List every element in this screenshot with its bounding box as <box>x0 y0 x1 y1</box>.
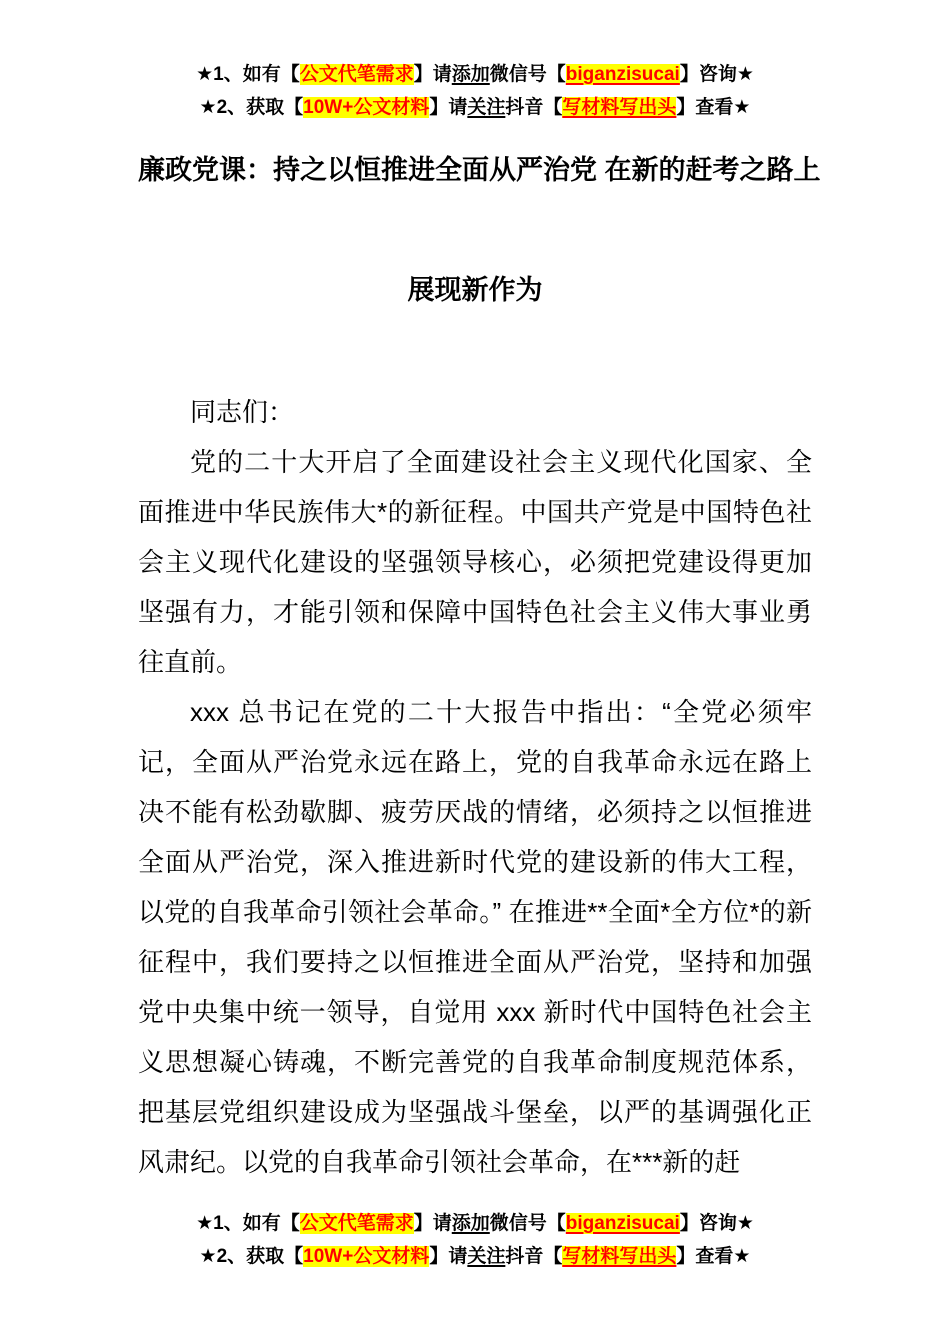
promo-run-plain: 】请 <box>413 1213 452 1234</box>
promo-run-plain: ★1、如有【 <box>196 1213 300 1234</box>
promo-run-plain: 】请 <box>413 64 452 85</box>
promo-run-plain: 】咨询★ <box>679 64 754 85</box>
footer-promo-line-1 <box>138 1207 812 1240</box>
title-line-1: 廉政党课：持之以恒推进全面从严治党 在新的赶考之路上 <box>138 155 821 185</box>
document-title <box>138 110 821 350</box>
promo-run-highlight-red: 公文代笔需求 <box>299 64 414 85</box>
promo-run-plain: 】查看★ <box>676 1246 751 1267</box>
promo-run-underline: 关注 <box>467 1246 506 1267</box>
promo-run-highlight-red-underline: biganzisucai <box>565 1213 680 1234</box>
page-content <box>138 58 821 1273</box>
promo-run-plain: 微信号【 <box>489 64 566 85</box>
promo-run-plain: ★2、获取【 <box>199 97 304 118</box>
promo-run-highlight-red-underline: 写材料写出头 <box>562 1246 677 1267</box>
promo-run-plain: 】请 <box>429 97 468 118</box>
promo-run-plain: 】请 <box>429 1246 468 1267</box>
promo-run-highlight-red-underline: 写材料写出头 <box>562 97 677 118</box>
paragraph-intro: 党的二十大开启了全面建设社会主义现代化国家、全面推进中华民族伟大*的新征程。中国共产党是中国特色社会主义现代化建设的坚强领导核心，必须把党建设得更加坚强有力，才能引领和保障中国特色社会主义伟大事业勇往直前。 <box>138 447 812 677</box>
promo-run-plain: ★1、如有【 <box>196 64 300 85</box>
promo-run-highlight-red: 10W+公文材料 <box>303 97 430 118</box>
footer-promo-line-2 <box>138 1240 812 1273</box>
promo-run-plain: 抖音【 <box>505 1246 563 1267</box>
promo-run-plain: ★2、获取【 <box>199 1246 304 1267</box>
promo-run-plain: 微信号【 <box>489 1213 566 1234</box>
promo-run-underline: 添加 <box>451 64 490 85</box>
footer-promo <box>138 1207 812 1273</box>
promo-run-underline: 关注 <box>467 97 506 118</box>
promo-run-highlight-red: 10W+公文材料 <box>303 1246 430 1267</box>
header-promo-line-1 <box>138 58 812 91</box>
title-line-2: 展现新作为 <box>407 275 543 305</box>
document-body <box>138 387 812 1187</box>
promo-run-plain: 抖音【 <box>505 97 563 118</box>
promo-run-underline: 添加 <box>451 1213 490 1234</box>
promo-run-highlight-red-underline: biganzisucai <box>565 64 680 85</box>
paragraph-salutation: 同志们： <box>190 397 295 427</box>
paragraph-main: xxx 总书记在党的二十大报告中指出：“全党必须牢记，全面从严治党永远在路上，党的自我革命永远在路上决不能有松劲歇脚、疲劳厌战的情绪，必须持之以恒推进全面从严治党，深入推进新时代党的建设新的伟大工程，以党的自我革命引领社会革命。” 在推进**全面*全方位*的新征程中，我们要持之以恒推进全面从严治党，坚持和加强党中央集中统一领导，自觉用 xxx 新时代中国特色社会主义思想凝心铸魂，不断完善党的自我革命制度规范体系，把基层党组织建设成为坚强战斗堡垒，以严的基调强化正风肃纪。以党的自我革命引领社会革命，在***新的赶 <box>138 697 812 1177</box>
promo-run-highlight-red: 公文代笔需求 <box>299 1213 414 1234</box>
promo-run-plain: 】咨询★ <box>679 1213 754 1234</box>
promo-run-plain: 】查看★ <box>676 97 751 118</box>
